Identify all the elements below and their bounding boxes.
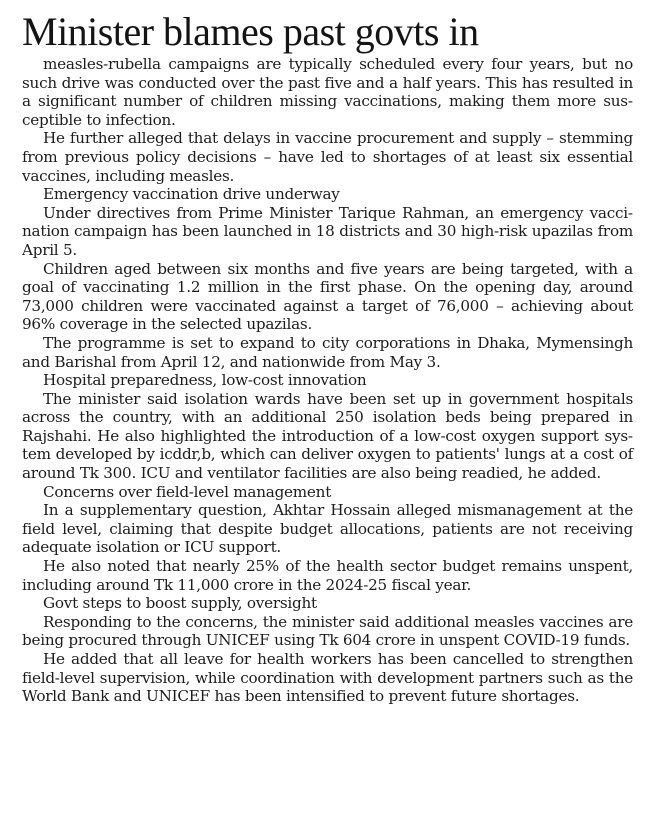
- article-headline: Minister blames past govts in: [22, 9, 479, 54]
- section-subheading: Emergency vaccination drive underway: [43, 185, 340, 204]
- section-subheading: Govt steps to boost supply, oversight: [43, 594, 317, 613]
- body-paragraph: He also noted that nearly 25% of the health sector budget remains unspent, including around Tk 11,000 crore in the 2024-25 fiscal year.: [22, 557, 633, 594]
- section-subheading: Concerns over field-level management: [43, 482, 332, 501]
- body-paragraph: The programme is set to expand to city corporations in Dhaka, Mymensingh and Barishal from April 12, and nationwide from May 3.: [22, 333, 633, 371]
- body-paragraph: Under directives from Prime Minister Tarique Rahman, an emergency vaccination campaign has been launched in 18 districts and 30 high-risk upazilas from April 5.: [22, 203, 633, 259]
- body-paragraph: He added that all leave for health workers has been cancelled to strengthen field-level supervision, while coordination with development partners such as the World Bank and UNICEF has been intensified to prevent future shortages.: [22, 650, 633, 706]
- section-subheading: Hospital preparedness, low-cost innovation: [43, 371, 367, 390]
- body-paragraph: Children aged between six months and five years are being targeted, with a goal of vaccinating 1.2 million in the first phase. On the opening day, around 73,000 children were vaccinated against a target of 76,000 – achieving about 96% coverage in the selected upazilas.: [22, 259, 633, 334]
- body-paragraph: He further alleged that delays in vaccine procurement and supply – stemming from previous policy decisions – have led to shortages of at least six essential vaccines, including measles.: [22, 129, 633, 185]
- article-body: [22, 55, 633, 706]
- body-paragraph: In a supplementary question, Akhtar Hossain alleged mismanagement at the field level, claiming that despite budget allocations, patients are not receiving adequate isolation or ICU support.: [22, 501, 633, 557]
- body-paragraph: The minister said isolation wards have been set up in government hospitals across the country, with an additional 250 isolation beds being prepared in Rajshahi. He also highlighted the introduction of a low-cost oxygen support system developed by icddr,b, which can deliver oxygen to patients' lungs at a cost of around Tk 300. ICU and ventilator facilities are also being readied, he added.: [22, 389, 633, 483]
- body-paragraph: Responding to the concerns, the minister said additional measles vaccines are being procured through UNICEF using Tk 604 crore in unspent COVID-19 funds.: [22, 612, 633, 650]
- body-paragraph: measles-rubella campaigns are typically scheduled every four years, but no such drive was conducted over the past five and a half years. This has resulted in a significant number of children missing vaccinations, making them more susceptible to infection.: [22, 55, 633, 129]
